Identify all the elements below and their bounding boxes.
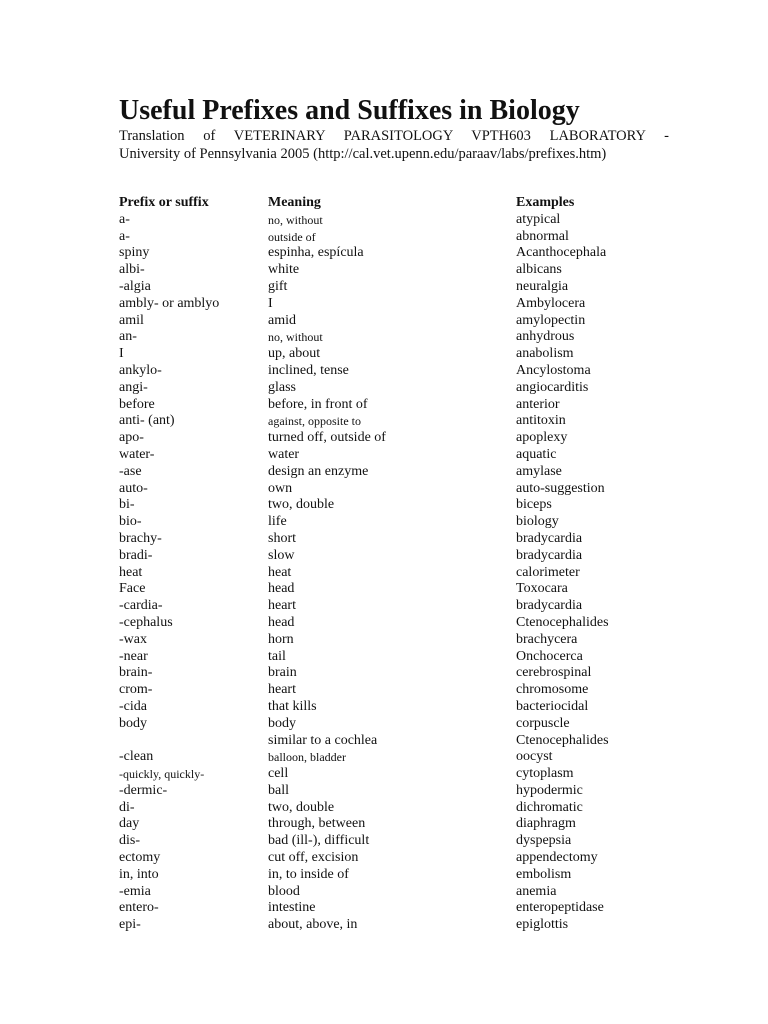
cell-example: enteropeptidase [516,900,604,916]
cell-prefix: -quickly, quickly- [119,767,205,782]
cell-meaning: inclined, tense [268,362,349,378]
cell-example: appendectomy [516,850,598,866]
cell-meaning: bad (ill-), difficult [268,833,370,849]
cell-meaning: that kills [268,698,317,714]
cell-prefix: entero- [119,900,159,916]
cell-example: albicans [516,262,562,278]
cell-meaning: amid [268,312,296,328]
cell-prefix: spiny [119,245,150,261]
cell-meaning: horn [268,631,294,647]
cell-prefix: brachy- [119,530,162,546]
table-row [119,816,639,833]
table-row [119,363,639,380]
cell-prefix: -near [119,648,148,664]
cell-prefix: a- [119,211,130,227]
cell-meaning: body [268,715,296,731]
table-row [119,665,639,682]
cell-example: diaphragm [516,816,576,832]
cell-meaning: head [268,581,295,597]
table-row [119,380,639,397]
table-row [119,682,639,699]
cell-meaning: two, double [268,799,335,815]
table-row [119,632,639,649]
cell-example: dichromatic [516,799,583,815]
cell-prefix: apo- [119,430,144,446]
cell-meaning: ball [268,782,289,798]
cell-meaning: design an enzyme [268,463,369,479]
subtitle-line-2: University of Pennsylvania 2005 (http://cal.vet.upenn.edu/paraav/labs/prefixes.htm) [119,146,607,162]
cell-example: hypodermic [516,782,583,798]
table-row [119,296,639,313]
cell-meaning: heart [268,682,296,698]
table-row [119,430,639,447]
table-body [119,212,639,934]
cell-prefix: a- [119,228,130,244]
cell-meaning: cell [268,766,289,782]
cell-example: biceps [516,497,552,513]
cell-prefix: an- [119,329,137,345]
cell-example: Acanthocephala [516,245,607,261]
table-row [119,581,639,598]
table-row [119,649,639,666]
table-row [119,447,639,464]
cell-example: embolism [516,866,572,882]
table-row [119,514,639,531]
cell-prefix: -cardia- [119,598,163,614]
cell-example: anabolism [516,346,574,362]
cell-example: angiocarditis [516,379,589,395]
cell-prefix: in, into [119,866,159,882]
cell-meaning: brain [268,665,297,681]
cell-meaning: through, between [268,816,366,832]
cell-meaning: about, above, in [268,917,358,933]
table-row [119,262,639,279]
cell-prefix: bradi- [119,547,153,563]
cell-meaning: white [268,262,300,278]
table-row [119,884,639,901]
cell-prefix: body [119,715,147,731]
page-title: Useful Prefixes and Suffixes in Biology [119,95,580,126]
table-row [119,800,639,817]
cell-meaning: up, about [268,346,321,362]
cell-prefix: -ase [119,463,142,479]
cell-prefix: albi- [119,262,145,278]
cell-meaning: espinha, espícula [268,245,364,261]
table-row [119,833,639,850]
cell-prefix: dis- [119,833,140,849]
table-row [119,900,639,917]
cell-example: Ambylocera [516,295,586,311]
cell-prefix: di- [119,799,135,815]
cell-example: Ancylostoma [516,362,591,378]
cell-prefix: Face [119,581,146,597]
cell-example: atypical [516,211,561,227]
cell-meaning: balloon, bladder [268,750,346,765]
header-examples: Examples [516,195,575,210]
cell-prefix: bio- [119,514,142,530]
table-row [119,598,639,615]
cell-prefix: auto- [119,480,148,496]
cell-example: dyspepsia [516,833,572,849]
header-meaning: Meaning [268,195,321,210]
cell-meaning: water [268,446,300,462]
cell-example: oocyst [516,749,553,765]
cell-prefix: ankylo- [119,362,162,378]
table-row [119,212,639,229]
cell-example: corpuscle [516,715,570,731]
cell-prefix: amil [119,312,144,328]
cell-meaning: heart [268,598,296,614]
table-row [119,565,639,582]
cell-example: abnormal [516,228,569,244]
table-row [119,716,639,733]
cell-example: cerebrospinal [516,665,592,681]
table-row [119,531,639,548]
table-row [119,481,639,498]
cell-example: bradycardia [516,530,583,546]
cell-example: antitoxin [516,413,566,429]
cell-prefix: -algia [119,278,151,294]
cell-meaning: short [268,530,296,546]
cell-example: Onchocerca [516,648,583,664]
cell-meaning: in, to inside of [268,866,349,882]
cell-example: neuralgia [516,278,569,294]
table-row [119,548,639,565]
table-header [119,195,639,212]
cell-meaning: cut off, excision [268,850,359,866]
table-row [119,229,639,246]
cell-prefix: ectomy [119,850,161,866]
cell-meaning: intestine [268,900,316,916]
table-row [119,699,639,716]
cell-meaning: slow [268,547,295,563]
cell-meaning: against, opposite to [268,414,361,429]
cell-meaning: before, in front of [268,396,368,412]
prefix-table [119,195,639,934]
table-row [119,917,639,934]
cell-meaning: life [268,514,287,530]
cell-prefix: -cephalus [119,614,173,630]
table-row [119,615,639,632]
cell-meaning: turned off, outside of [268,430,386,446]
table-row [119,867,639,884]
cell-example: apoplexy [516,430,568,446]
cell-prefix: brain- [119,665,153,681]
cell-example: anterior [516,396,560,412]
cell-meaning: outside of [268,229,316,244]
cell-prefix: water- [119,446,155,462]
table-row [119,766,639,783]
cell-example: bradycardia [516,598,583,614]
cell-prefix: day [119,816,140,832]
cell-example: epiglottis [516,917,569,933]
cell-prefix: I [119,346,124,362]
cell-meaning: two, double [268,497,335,513]
subtitle-line-1: Translation of VETERINARY PARASITOLOGY VPTH603 LABORATORY - [119,128,669,144]
cell-example: amylase [516,463,562,479]
table-row [119,279,639,296]
header-prefix: Prefix or suffix [119,195,209,210]
table-row [119,733,639,750]
cell-meaning: own [268,480,293,496]
cell-meaning: glass [268,379,296,395]
cell-prefix: -emia [119,883,151,899]
page-subtitle [119,127,669,163]
cell-example: anhydrous [516,329,575,345]
cell-meaning: gift [268,278,288,294]
cell-example: calorimeter [516,564,580,580]
cell-meaning: tail [268,648,286,664]
cell-prefix: heat [119,564,143,580]
table-row [119,313,639,330]
cell-prefix: ambly- or amblyo [119,295,220,311]
cell-meaning: head [268,614,295,630]
cell-example: Ctenocephalides [516,732,609,748]
cell-example: bacteriocidal [516,698,589,714]
cell-example: biology [516,514,559,530]
cell-example: Toxocara [516,581,568,597]
cell-meaning: no, without [268,330,323,345]
table-row [119,850,639,867]
cell-example: anemia [516,883,557,899]
cell-prefix: epi- [119,917,141,933]
cell-example: Ctenocephalides [516,614,609,630]
cell-meaning: I [268,295,273,311]
table-row [119,464,639,481]
cell-example: brachycera [516,631,578,647]
cell-meaning: blood [268,883,300,899]
cell-example: auto-suggestion [516,480,605,496]
table-row [119,413,639,430]
cell-meaning: similar to a cochlea [268,732,378,748]
cell-meaning: no, without [268,212,323,227]
cell-prefix: crom- [119,682,153,698]
cell-prefix: -wax [119,631,147,647]
cell-example: chromosome [516,682,589,698]
table-row [119,749,639,766]
cell-prefix: -clean [119,749,154,765]
table-row [119,397,639,414]
cell-prefix: anti- (ant) [119,413,175,429]
table-row [119,245,639,262]
cell-prefix: -cida [119,698,147,714]
table-row [119,783,639,800]
cell-prefix: angi- [119,379,148,395]
cell-example: aquatic [516,446,557,462]
cell-prefix: -dermic- [119,782,168,798]
cell-prefix: bi- [119,497,135,513]
cell-prefix: before [119,396,155,412]
table-row [119,497,639,514]
table-row [119,329,639,346]
cell-example: cytoplasm [516,766,574,782]
table-row [119,346,639,363]
cell-meaning: heat [268,564,292,580]
cell-example: bradycardia [516,547,583,563]
cell-example: amylopectin [516,312,586,328]
